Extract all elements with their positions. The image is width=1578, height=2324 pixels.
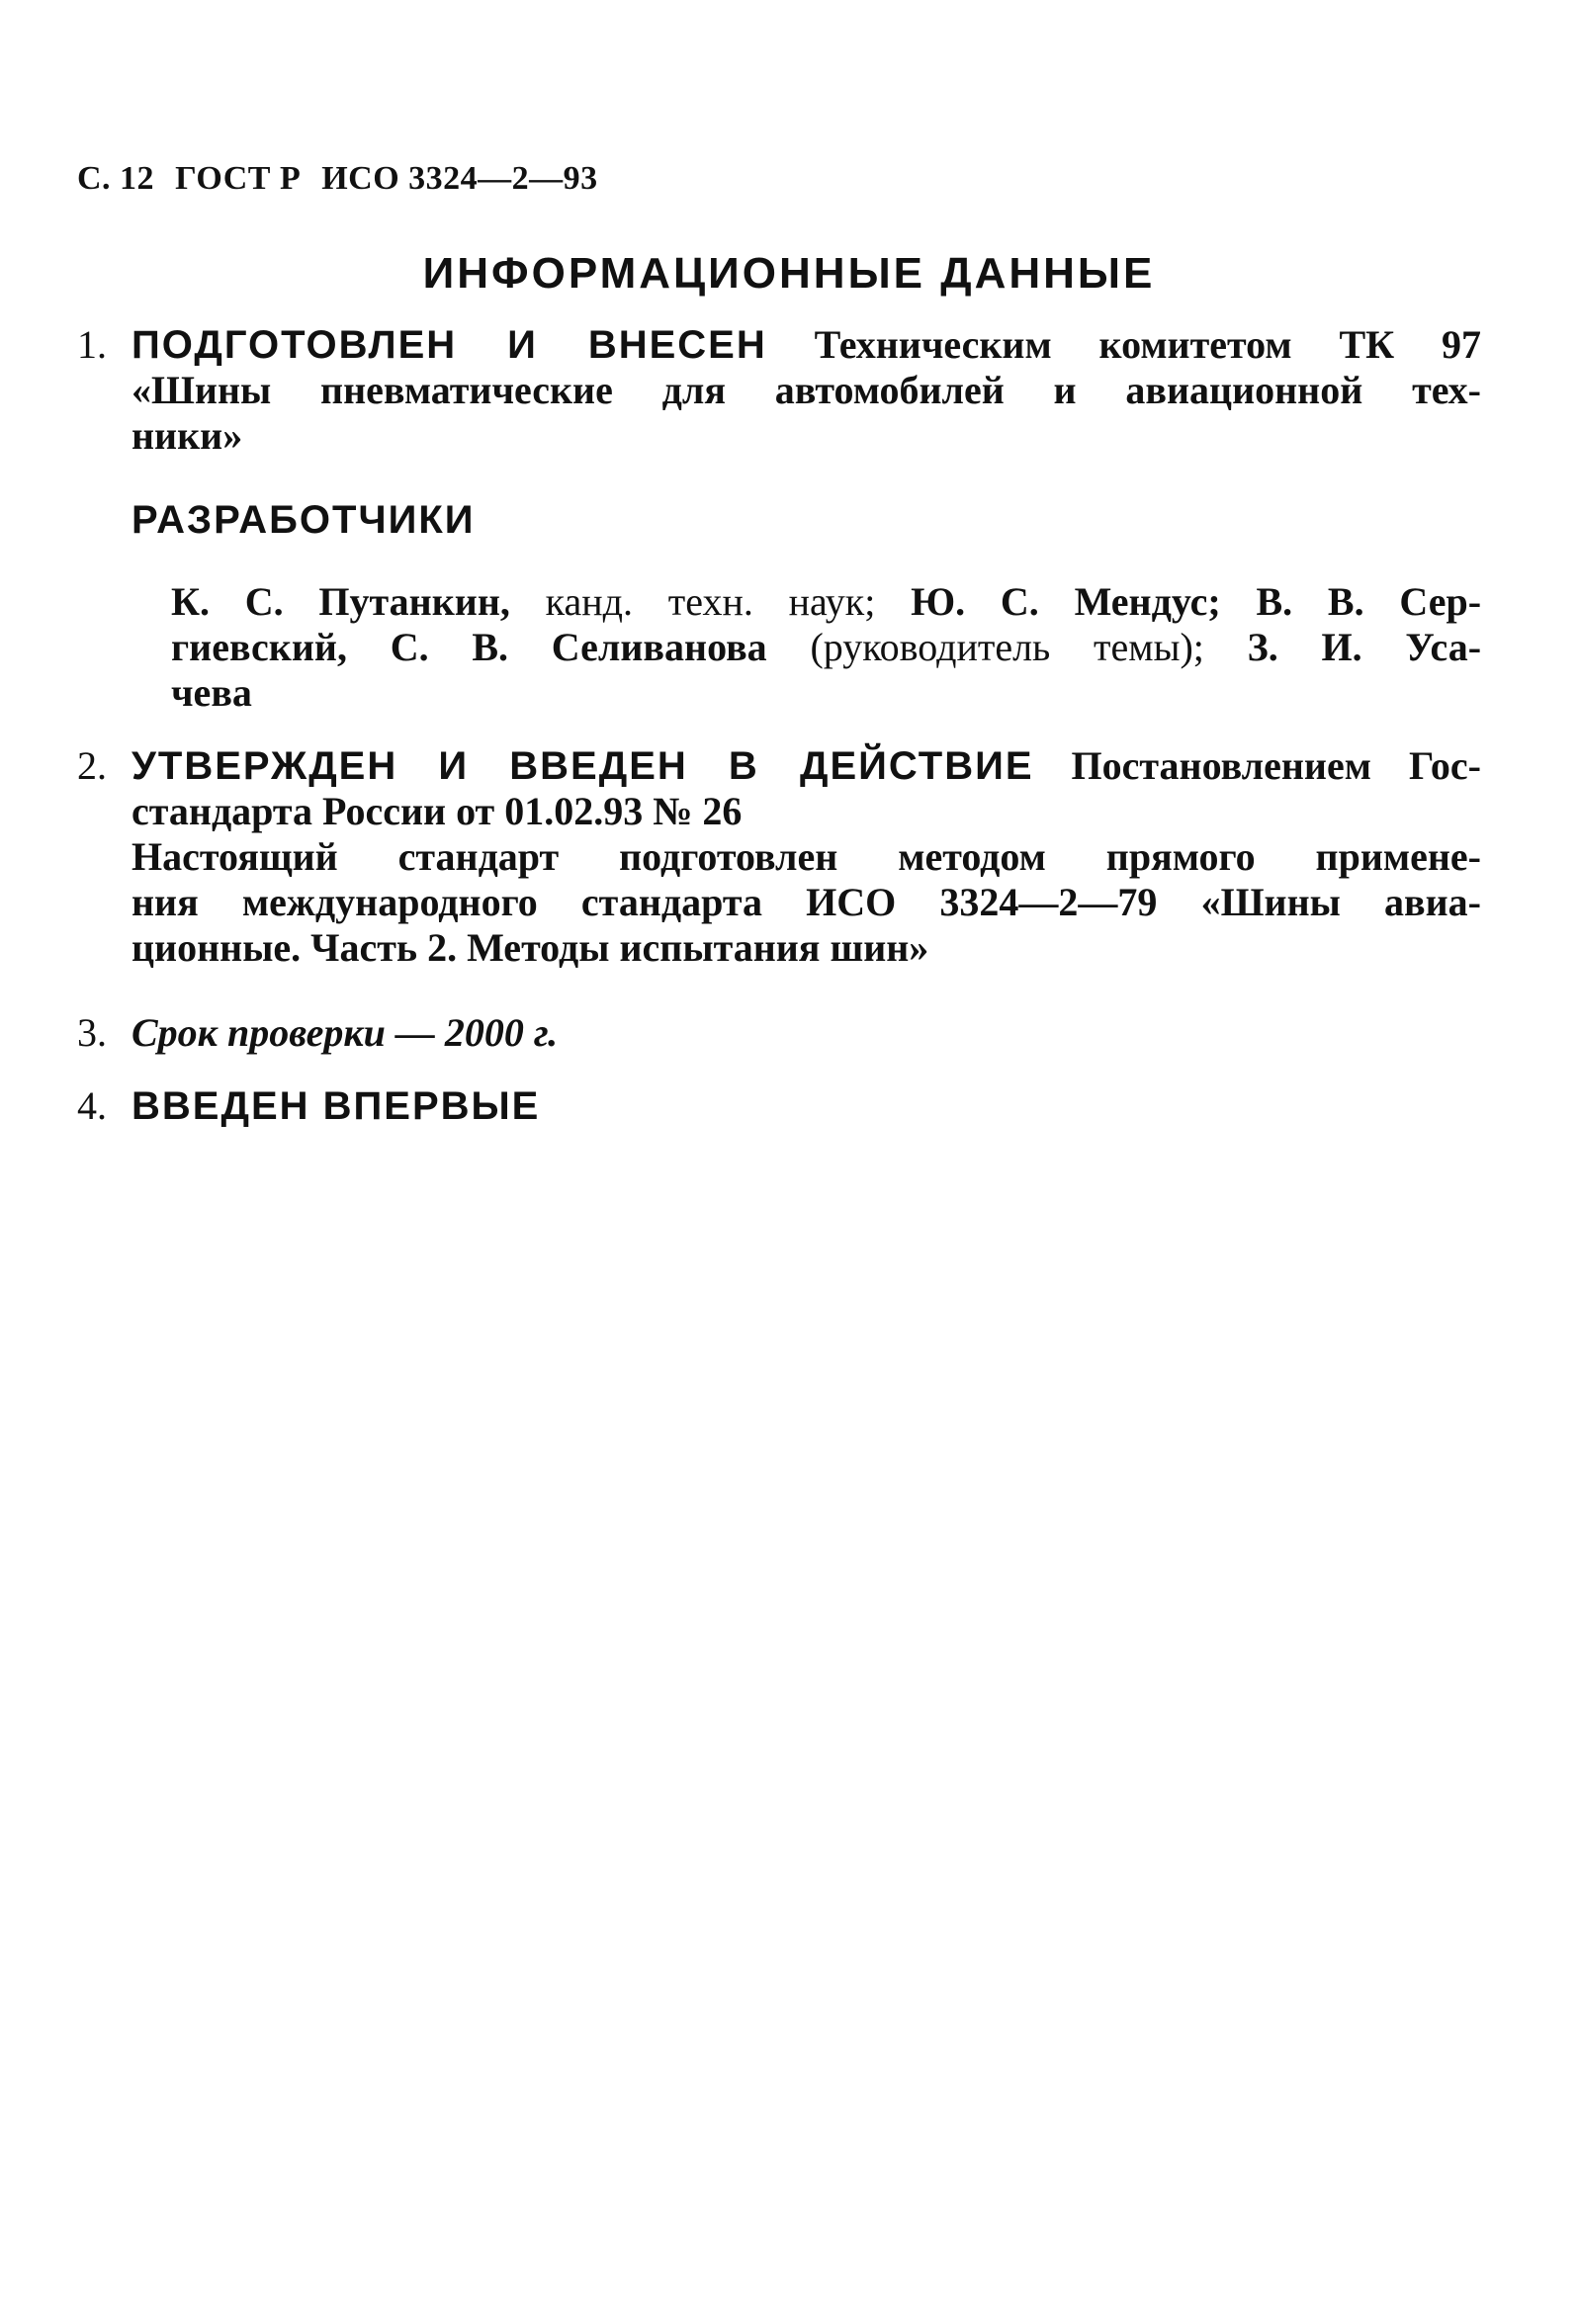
item-line: Срок проверки — 2000 г.	[132, 1010, 559, 1055]
item-caps: ПОДГОТОВЛЕН И ВНЕСЕН	[132, 323, 767, 367]
page-header	[77, 160, 610, 198]
developer-role: (руководитель темы);	[810, 625, 1204, 669]
item-number: 1.	[77, 322, 107, 367]
item-line: ционные. Часть 2. Методы испытания шин»	[132, 925, 929, 970]
developers-heading: РАЗРАБОТЧИКИ	[132, 498, 476, 542]
developers-line	[171, 625, 1481, 670]
item-line: стандарта России от 01.02.93 № 26	[132, 789, 743, 833]
developers-line: чева	[171, 670, 252, 715]
item-line	[132, 322, 1481, 368]
item-number: 4.	[77, 1083, 107, 1128]
item-line: ники»	[132, 413, 243, 458]
item-caps: ВВЕДЕН ВПЕРВЫЕ	[132, 1084, 541, 1128]
item-line-rest: Постановлением Гос-	[1071, 743, 1481, 788]
item-line: Настоящий стандарт подготовлен методом прямого примене-	[132, 834, 1481, 879]
developer-title: канд. техн. наук;	[545, 579, 876, 624]
section-title: ИНФОРМАЦИОННЫЕ ДАННЫЕ	[422, 249, 1156, 298]
standard-number: ИСО 3324—2—93	[321, 160, 598, 197]
page-number: С. 12	[77, 160, 155, 197]
item-line: «Шины пневматические для автомобилей и авиационной тех-	[132, 368, 1481, 412]
standard-prefix: ГОСТ Р	[175, 160, 302, 197]
developer-name: С. В. Селиванова	[390, 625, 767, 669]
item-line-rest: Техническим комитетом ТК 97	[814, 322, 1481, 367]
developers-list	[171, 579, 1481, 716]
developer-name: гиевский,	[171, 625, 347, 669]
developers-line	[171, 579, 1481, 625]
developer-name: З. И. Уса-	[1247, 625, 1482, 669]
item-number: 3.	[77, 1010, 107, 1055]
info-item-1	[77, 322, 1481, 459]
developer-name: К. С. Путанкин,	[171, 579, 510, 624]
info-item-2	[77, 743, 1481, 971]
item-line: ния международного стандарта ИСО 3324—2—79 «Шины авиа-	[132, 880, 1481, 924]
item-number: 2.	[77, 743, 107, 788]
item-line	[132, 743, 1481, 789]
item-caps: УТВЕРЖДЕН И ВВЕДЕН В ДЕЙСТВИЕ	[132, 744, 1034, 788]
developer-name: Ю. С. Мендус; В. В. Сер-	[911, 579, 1482, 624]
info-item-3	[77, 1010, 1481, 1056]
info-item-4	[77, 1083, 1481, 1129]
